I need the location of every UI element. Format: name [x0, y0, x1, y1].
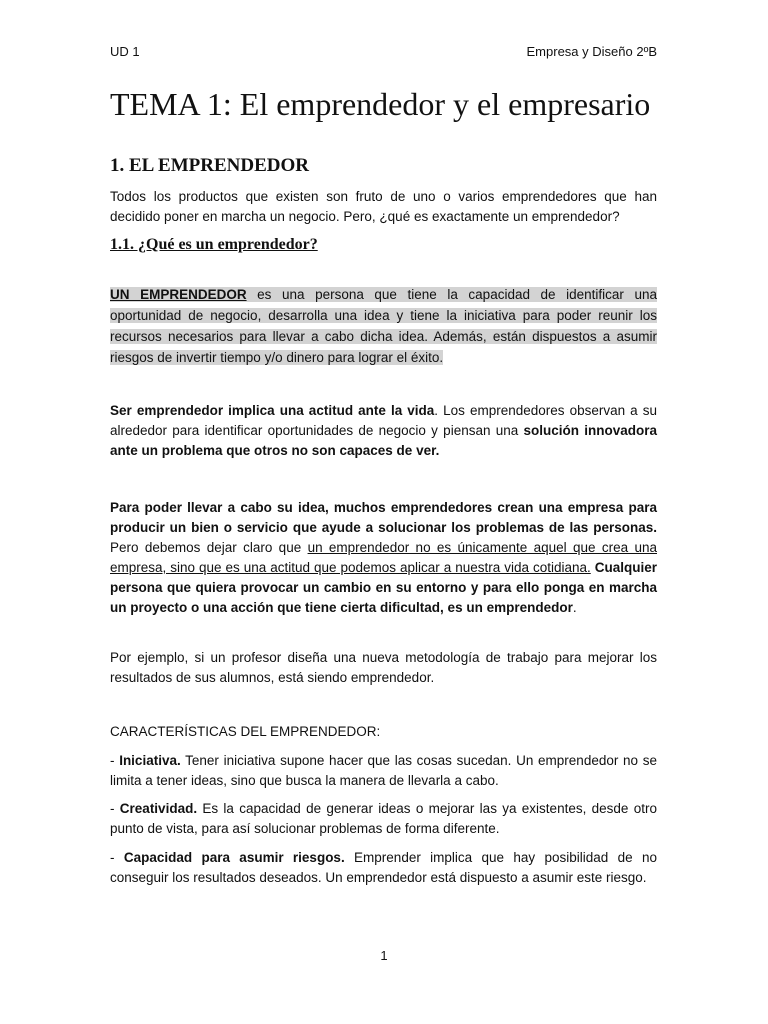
company-plain: Pero debemos dejar claro que: [110, 540, 308, 555]
attitude-middle: . Los emprendedores observan a su alrededor para identificar oportunidades de negocio y piensan una: [110, 403, 657, 438]
characteristic-text: Emprender implica que hay posibilidad de no conseguir los resultados deseados. Un emprendedor está dispuesto a asumir este riesgo.: [110, 850, 657, 885]
header-course: Empresa y Diseño 2ºB: [526, 44, 657, 59]
characteristic-item: [110, 751, 657, 791]
example-paragraph: Por ejemplo, si un profesor diseña una nueva metodología de trabajo para mejorar los resultados de sus alumnos, está siendo emprendedor.: [110, 650, 657, 685]
company-bold-end: Cualquier persona que quiera provocar un cambio en su entorno y para ello ponga en marcha un proyecto o una acción que tiene cierta dificultad, es un emprendedor: [110, 560, 657, 615]
attitude-bold-start: Ser emprendedor implica una actitud ante la vida: [110, 403, 435, 418]
page-title: TEMA 1: El emprendedor y el empresario: [110, 86, 651, 122]
page-number: 1: [380, 948, 388, 963]
attitude-bold-end: solución innovadora ante un problema que otros no son capaces de ver.: [110, 423, 658, 458]
definition-text: es una persona que tiene la capacidad de identificar una oportunidad de negocio, desarrolla una idea y tiene la iniciativa para poder reunir los recursos necesarios para llevar a cabo dicha idea. Además, están dispuestos a asumir riesgos de invertir tiempo y/o dinero para lograr el éxito.: [110, 287, 657, 365]
company-underlined: un emprendedor no es únicamente aquel que crea una empresa, sino que es una actitud que podemos aplicar a nuestra vida cotidiana.: [110, 540, 657, 575]
company-bold-start: Para poder llevar a cabo su idea, muchos emprendedores crean una empresa para producir un bien o servicio que ayude a solucionar los problemas de las personas.: [110, 500, 657, 535]
characteristic-item: [110, 848, 657, 888]
subsection-heading: 1.1. ¿Qué es un emprendedor?: [110, 236, 318, 253]
company-paragraph: [110, 498, 657, 618]
characteristic-term: Iniciativa.: [119, 753, 181, 768]
definition-highlight: [110, 287, 657, 365]
characteristic-prefix: -: [110, 801, 120, 816]
section-heading: 1. EL EMPRENDEDOR: [110, 155, 309, 176]
characteristic-text: Es la capacidad de generar ideas o mejorar las ya existentes, desde otro punto de vista, para así solucionar problemas de forma diferente.: [110, 801, 657, 836]
header-unit: UD 1: [110, 44, 140, 59]
intro-paragraph: Todos los productos que existen son fruto de uno o varios emprendedores que han decidido poner en marcha un negocio. Pero, ¿qué es exactamente un emprendedor?: [110, 189, 657, 224]
definition-paragraph: [110, 284, 657, 368]
characteristic-prefix: -: [110, 753, 120, 768]
characteristics-heading: CARACTERÍSTICAS DEL EMPRENDEDOR:: [110, 724, 381, 739]
characteristic-prefix: -: [110, 850, 124, 865]
definition-term: UN EMPRENDEDOR: [110, 287, 247, 302]
company-end: .: [572, 600, 577, 615]
characteristic-text: Tener iniciativa supone hacer que las cosas sucedan. Un emprendedor no se limita a tener ideas, sino que busca la manera de llevarla a cabo.: [110, 753, 657, 788]
characteristic-term: Capacidad para asumir riesgos.: [123, 850, 345, 865]
attitude-paragraph: [110, 401, 657, 461]
characteristic-item: [110, 799, 657, 839]
characteristic-term: Creatividad.: [119, 801, 198, 816]
